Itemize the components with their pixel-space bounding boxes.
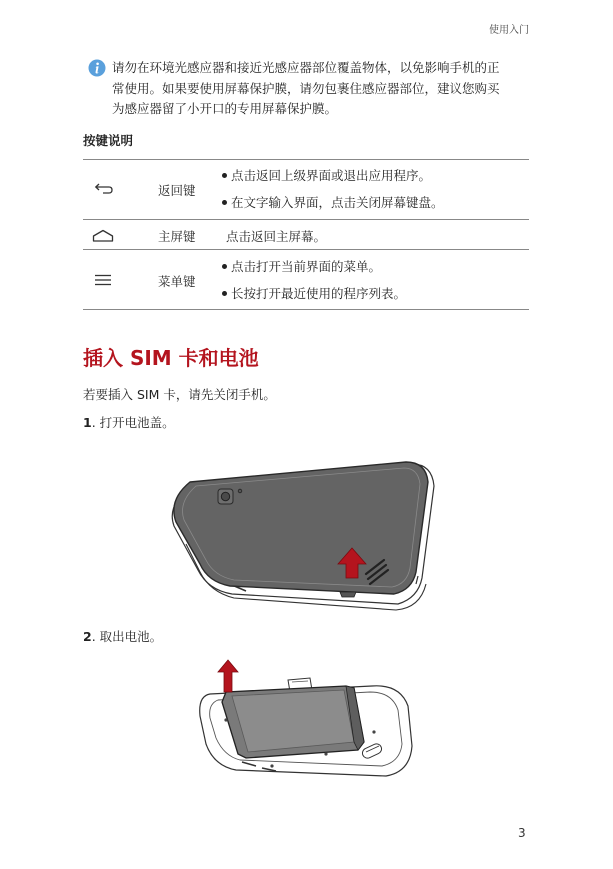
step-2: 2. 取出电池。 [83, 629, 163, 644]
page-number: 3 [518, 826, 526, 840]
note-line: 常使用。如果要使用屏幕保护膜，请勿包裹住感应器部位，建议您购买 [112, 80, 500, 96]
back-arrow-icon [94, 182, 114, 194]
phone-back-cover-illustration [160, 458, 442, 620]
table-rule-bottom [83, 309, 529, 310]
key-name-menu: 菜单键 [158, 274, 196, 289]
key-description: 点击打开当前界面的菜单。 [222, 257, 381, 275]
key-name-home: 主屏键 [158, 229, 196, 244]
table-rule-top [83, 159, 529, 160]
key-description: 点击返回主屏幕。 [226, 229, 327, 244]
home-icon [92, 229, 114, 242]
running-header: 使用入门 [489, 25, 529, 36]
note-text [112, 58, 530, 120]
battery-removal-illustration [196, 656, 418, 782]
table-rule [83, 219, 529, 220]
intro-text: 若要插入 SIM 卡，请先关闭手机。 [83, 387, 276, 402]
keys-heading: 按键说明 [83, 133, 134, 148]
table-rule [83, 249, 529, 250]
key-description: 在文字输入界面，点击关闭屏幕键盘。 [222, 193, 444, 211]
info-icon [88, 59, 106, 77]
note-line: 为感应器留了小开口的专用屏幕保护膜。 [112, 101, 338, 116]
note-line: 请勿在环境光感应器和接近光感应器部位覆盖物体，以免影响手机的正 [112, 60, 500, 75]
key-description: 长按打开最近使用的程序列表。 [222, 284, 406, 302]
step-1: 1. 打开电池盖。 [83, 415, 175, 430]
key-description: 点击返回上级界面或退出应用程序。 [222, 166, 431, 184]
section-title: 插入 SIM 卡和电池 [83, 346, 259, 370]
menu-icon [95, 274, 111, 286]
key-name-back: 返回键 [158, 183, 196, 198]
